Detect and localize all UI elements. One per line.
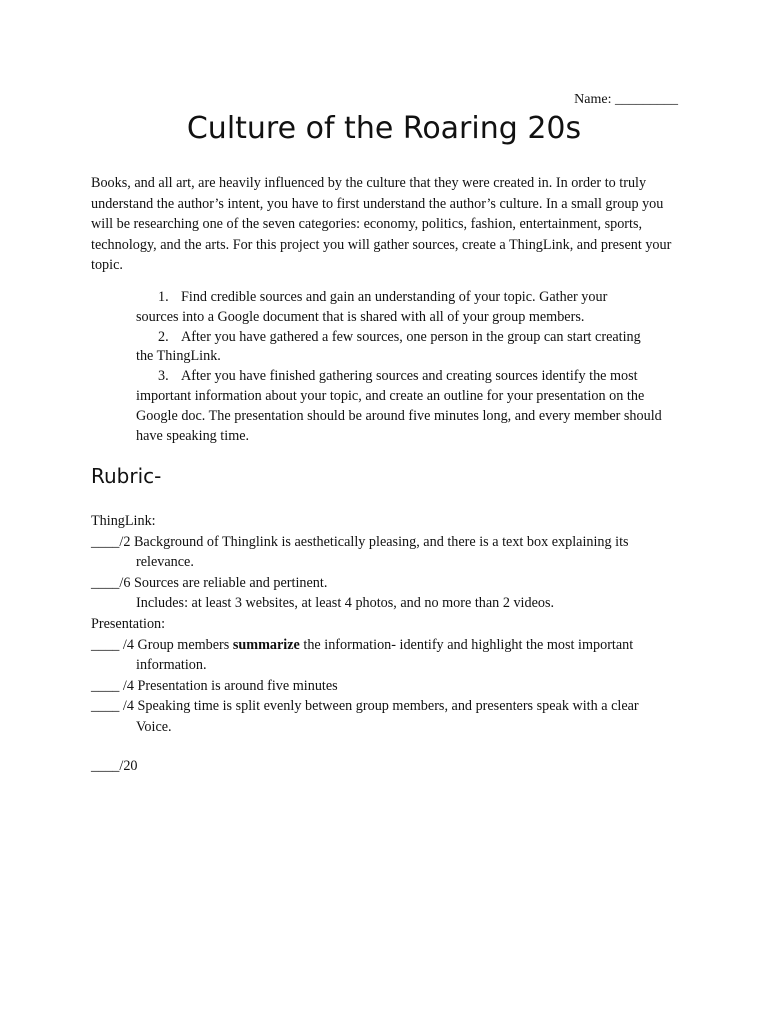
rubric-item: ____/6 Sources are reliable and pertinent.: [91, 574, 328, 591]
spacer: [91, 738, 681, 756]
page-title: Culture of the Roaring 20s: [186, 111, 582, 146]
rubric-heading: Rubric-: [91, 464, 162, 488]
rubric-item: [91, 635, 681, 656]
thinglink-label: ThingLink:: [91, 513, 156, 529]
project-steps-list: [136, 288, 681, 446]
rubric-item-continued: Includes: at least 3 websites, at least 4 photos, and no more than 2 videos.: [136, 595, 555, 612]
step-item: [136, 367, 681, 446]
step-item: [136, 288, 681, 328]
rubric-item: ____ /4 Speaking time is split evenly between group members, and presenters speak with a clear: [91, 698, 639, 715]
step-number: 2.: [158, 328, 169, 345]
rubric-item: ____ /4 Presentation is around five minutes: [91, 677, 338, 694]
rubric-item-text: the information- identify and highlight the most important: [299, 636, 634, 653]
rubric-item: ____/2 Background of Thinglink is aesthetically pleasing, and there is a text box explaining its: [91, 533, 629, 550]
rubric-item-text: ____ /4 Group members: [91, 636, 233, 653]
step-text-continued: important information about your topic, and create an outline for your presentation on the Google doc. The presentation should be around five minutes long, and every member should have speaking time.: [136, 387, 662, 444]
step-text: After you have finished gathering sources and creating sources identify the most: [181, 368, 638, 385]
rubric-item-emphasis: summarize: [232, 636, 300, 653]
rubric-section: [91, 511, 681, 776]
step-number: 1.: [158, 289, 169, 305]
step-number: 3.: [158, 368, 169, 385]
step-text: Find credible sources and gain an understanding of your topic. Gather your: [181, 289, 608, 305]
step-text-continued: sources into a Google document that is shared with all of your group members.: [136, 308, 585, 325]
presentation-label: Presentation:: [91, 615, 166, 632]
rubric-total: ____/20: [91, 757, 138, 774]
step-item: [136, 328, 681, 368]
step-text: After you have gathered a few sources, one person in the group can start creating: [181, 328, 641, 345]
rubric-item-continued: information.: [136, 657, 207, 674]
rubric-item-continued: relevance.: [136, 554, 194, 571]
step-text-continued: the ThingLink.: [136, 348, 221, 365]
name-field-line: Name: _________: [574, 92, 678, 107]
intro-paragraph: Books, and all art, are heavily influenced by the culture that they were created in. In order to truly understand the author’s intent, you have to first understand the author’s culture. In a small group you will be researching one of the seven categories: economy, politics, fashion, entertainment, sports, technology, and the arts. For this project you will gather sources, create a ThingLink, and present your topic.: [91, 175, 672, 274]
rubric-item-continued: Voice.: [136, 718, 172, 735]
